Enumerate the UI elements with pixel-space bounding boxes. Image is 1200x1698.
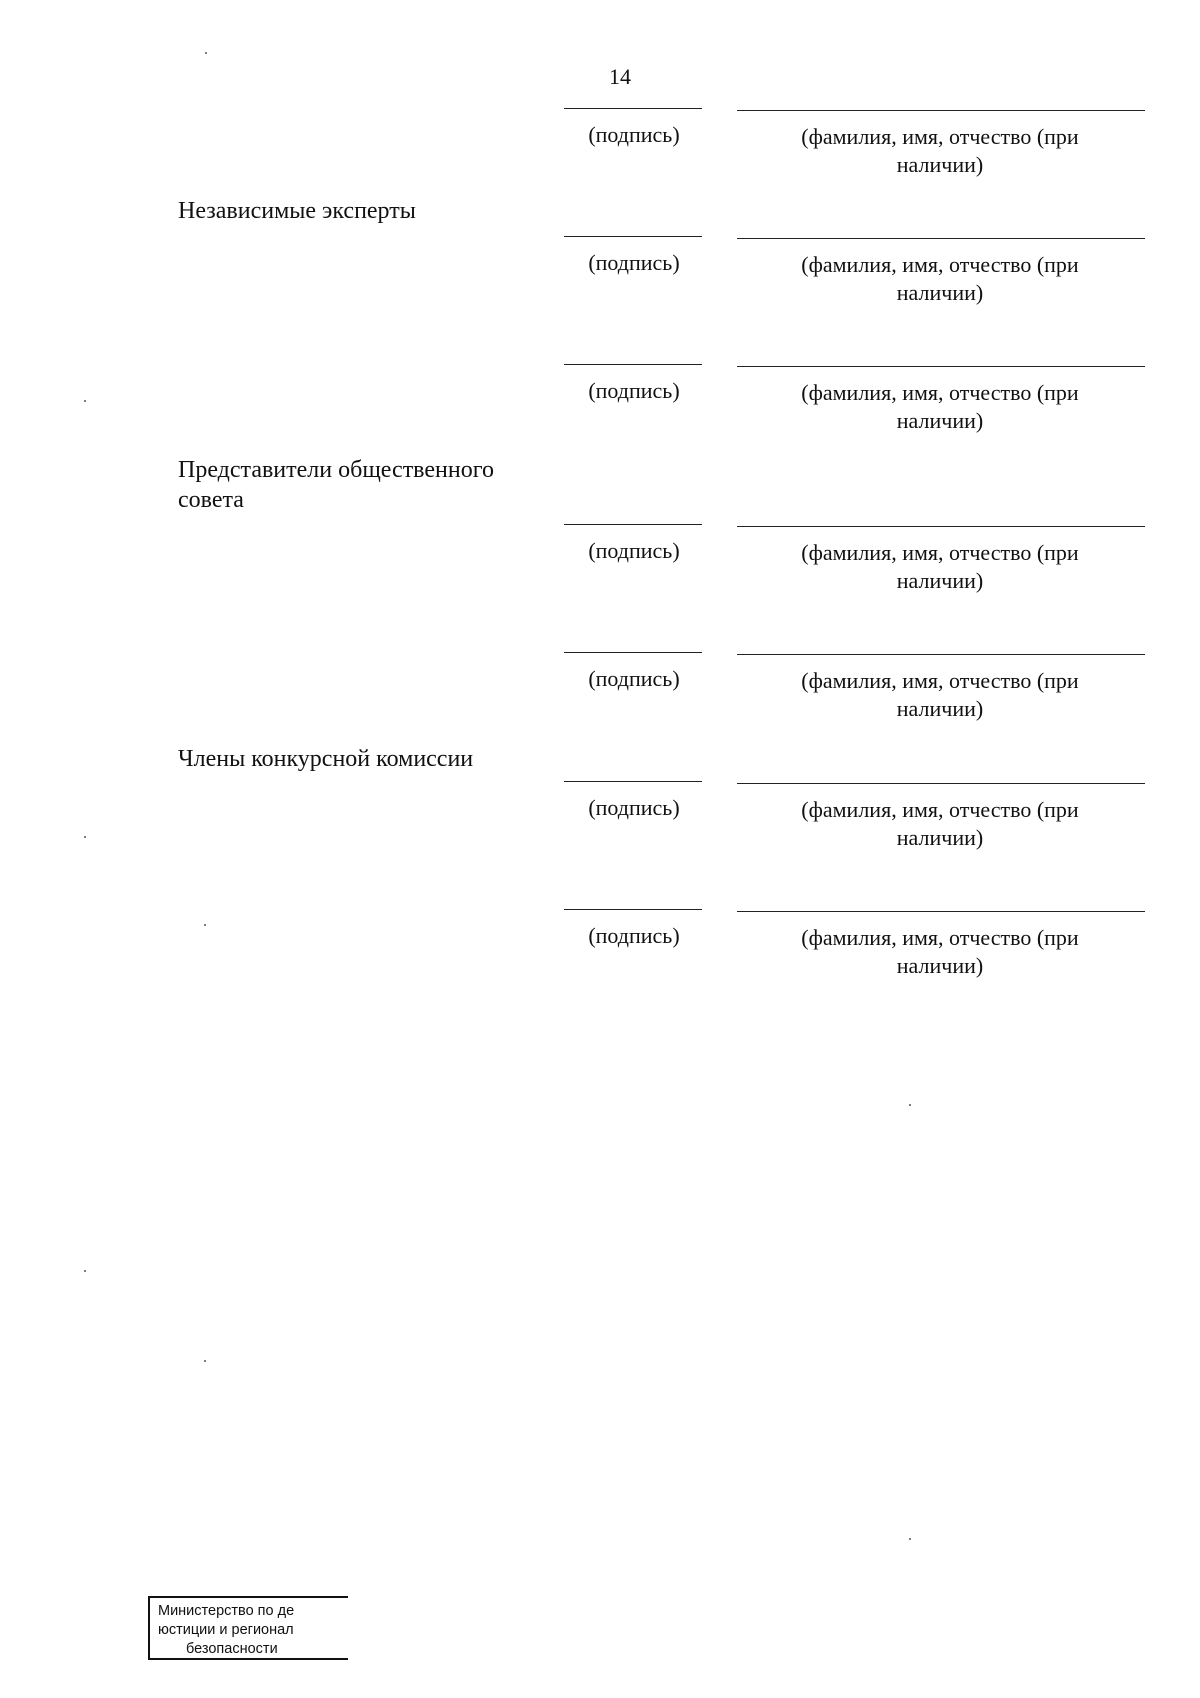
name-caption: (фамилия, имя, отчество (при наличии) (801, 668, 1079, 721)
scan-speck (909, 1538, 911, 1540)
scan-speck (84, 400, 86, 402)
ministry-stamp (148, 1596, 348, 1660)
signature-caption: (подпись) (588, 923, 680, 948)
name-caption: (фамилия, имя, отчество (при наличии) (801, 380, 1079, 433)
stamp-line-2: юстиции и регионал (158, 1622, 294, 1638)
signature-line (564, 652, 702, 653)
stamp-line-3: безопасности (186, 1641, 278, 1657)
scan-speck (84, 836, 86, 838)
name-caption: (фамилия, имя, отчество (при наличии) (801, 252, 1079, 305)
signature-line (564, 236, 702, 237)
signature-line (564, 364, 702, 365)
section-label-commission: Члены конкурсной комиссии (178, 746, 474, 772)
signature-line (564, 781, 702, 782)
section-label-experts: Независимые эксперты (178, 198, 416, 224)
name-line (737, 654, 1145, 655)
signature-caption: (подпись) (588, 666, 680, 691)
name-line (737, 911, 1145, 912)
name-caption: (фамилия, имя, отчество (при наличии) (801, 540, 1079, 593)
signature-caption: (подпись) (588, 250, 680, 275)
scan-speck (909, 1104, 911, 1106)
name-caption: (фамилия, имя, отчество (при наличии) (801, 124, 1079, 177)
section-label-public-council: Представители общественного совета (178, 457, 494, 513)
signature-caption: (подпись) (588, 378, 680, 403)
signature-caption: (подпись) (588, 795, 680, 820)
scan-speck (204, 1360, 206, 1362)
signature-line (564, 108, 702, 109)
signature-line (564, 524, 702, 525)
name-line (737, 110, 1145, 111)
signature-line (564, 909, 702, 910)
scan-speck (204, 924, 206, 926)
name-line (737, 783, 1145, 784)
stamp-line-1: Министерство по де (158, 1603, 295, 1619)
scan-speck (84, 1270, 86, 1272)
name-caption: (фамилия, имя, отчество (при наличии) (801, 925, 1079, 978)
name-line (737, 526, 1145, 527)
name-line (737, 238, 1145, 239)
signature-caption: (подпись) (588, 122, 680, 147)
name-caption: (фамилия, имя, отчество (при наличии) (801, 797, 1079, 850)
scan-speck (205, 52, 207, 54)
name-line (737, 366, 1145, 367)
signature-caption: (подпись) (588, 538, 680, 563)
page-number: 14 (609, 64, 631, 89)
